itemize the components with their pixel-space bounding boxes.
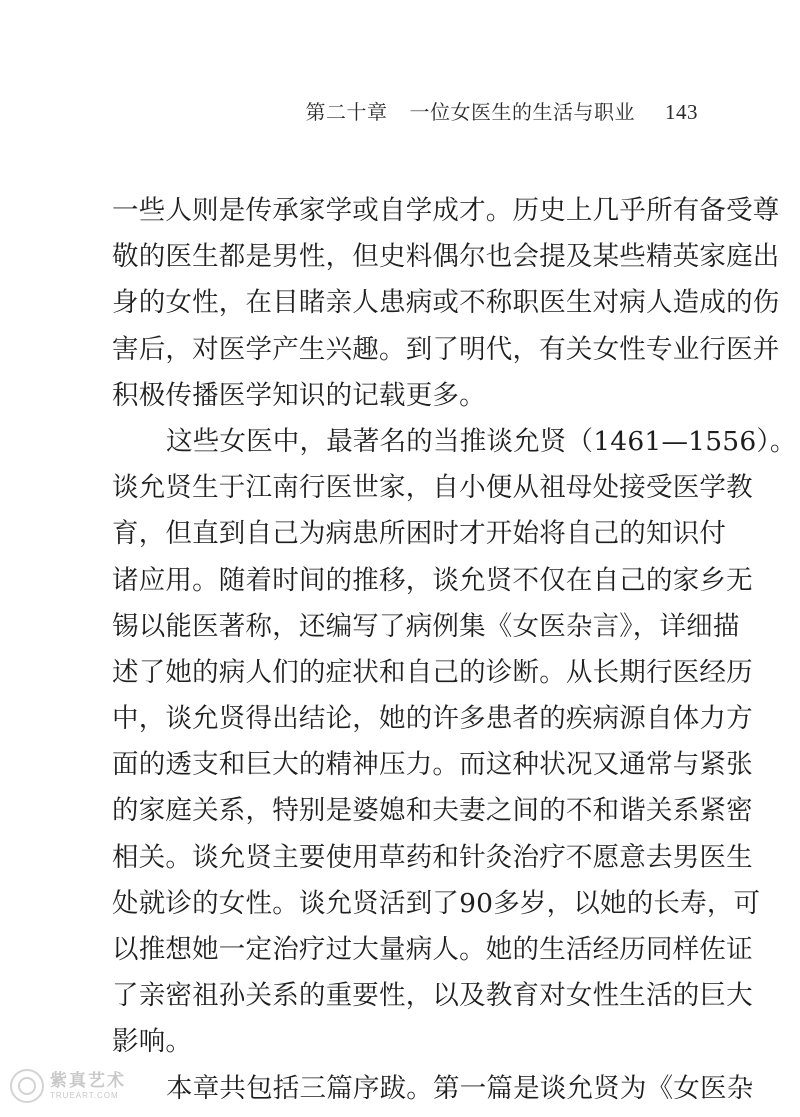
- text-line: 害后，对医学产生兴趣。到了明代，有关女性专业行医并: [112, 333, 780, 365]
- text-line: 以推想她一定治疗过大量病人。她的生活经历同样佐证: [112, 934, 753, 965]
- chapter-title: 一位女医生的生活与职业: [409, 100, 635, 124]
- text-line: 处就诊的女性。谈允贤活到了90多岁，以她的长寿，可: [112, 887, 761, 919]
- text-line: 面的透支和巨大的精神压力。而这种状况又通常与紧张: [112, 749, 753, 781]
- text-line: 敬的医生都是男性，但史料偶尔也会提及某些精英家庭出: [112, 241, 780, 273]
- page-number: 143: [665, 100, 698, 124]
- chapter-label: 第二十章: [305, 100, 388, 124]
- text-line: 相关。谈允贤主要使用草药和针灸治疗不愿意去男医生: [112, 841, 753, 873]
- paragraph-start-line: 本章共包括三篇序跋。第一篇是谈允贤为《女医杂: [166, 1072, 754, 1104]
- text-line: 中，谈允贤得出结论，她的许多患者的疾病源自体力方: [112, 703, 753, 735]
- watermark-text: [50, 1070, 126, 1100]
- watermark-text-en: TRUEART.COM: [50, 1090, 119, 1100]
- watermark: [10, 1069, 126, 1103]
- text-line: 积极传播医学知识的记载更多。: [112, 379, 486, 411]
- text-line: 述了她的病人们的症状和自己的诊断。从长期行医经历: [112, 656, 753, 688]
- text-line: 了亲密祖孙关系的重要性，以及教育对女性生活的巨大: [112, 980, 753, 1012]
- body-text: [112, 188, 797, 1112]
- text-line: 影响。: [112, 1026, 193, 1058]
- text-line: 的家庭关系，特别是婆媳和夫妻之间的不和谐关系紧密: [112, 795, 753, 827]
- watermark-logo-icon: [10, 1069, 44, 1103]
- running-header: [306, 96, 699, 125]
- text-line: 诸应用。随着时间的推移，谈允贤不仅在自己的家乡无: [112, 564, 753, 596]
- watermark-text-cn: 紫真艺术: [50, 1070, 126, 1091]
- text-line: 育，但直到自己为病患所困时才开始将自己的知识付: [112, 518, 727, 550]
- text-line: 一些人则是传承家学或自学成才。历史上几乎所有备受尊: [112, 195, 780, 226]
- paragraph-start-line: 这些女医中，最著名的当推谈允贤（1461—1556）。: [166, 425, 797, 457]
- text-line: 谈允贤生于江南行医世家，自小便从祖母处接受医学教: [112, 472, 753, 504]
- text-line: 锡以能医著称，还编写了病例集《女医杂言》，详细描: [112, 610, 740, 642]
- text-line: 身的女性，在目睹亲人患病或不称职医生对病人造成的伤: [112, 287, 780, 319]
